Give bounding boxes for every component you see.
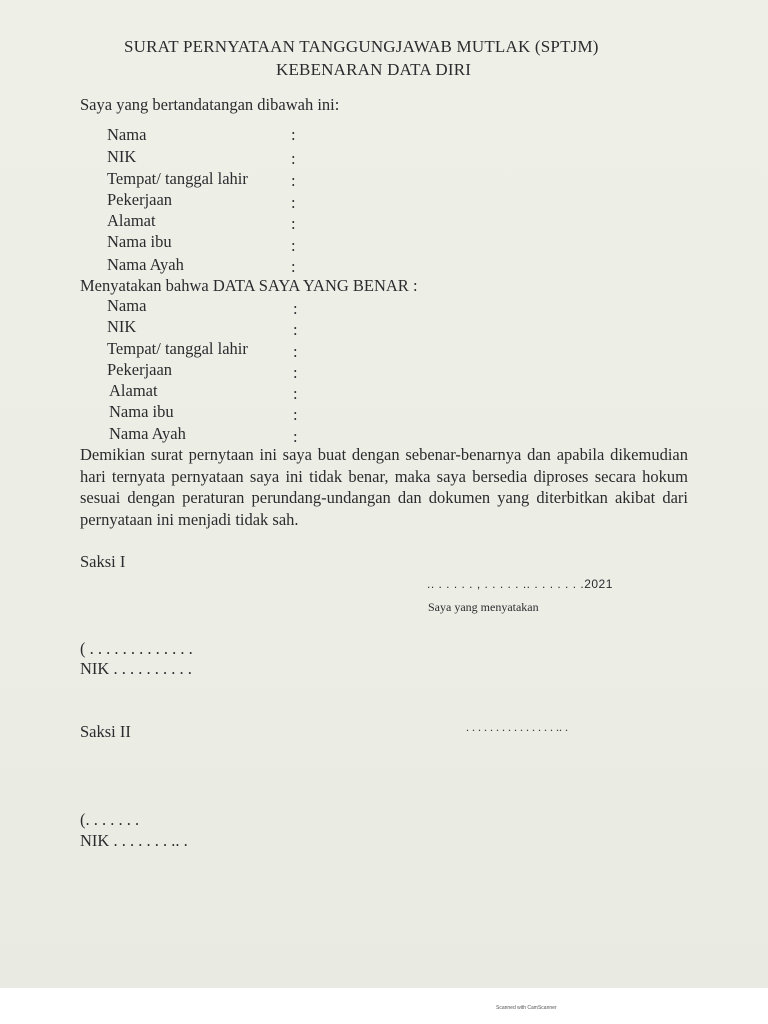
s1-field-label: NIK bbox=[107, 147, 137, 166]
saksi-2-nik-line: NIK . . . . . . . .. . bbox=[80, 831, 188, 850]
s1-field-colon: : bbox=[291, 214, 296, 233]
s2-field-colon: : bbox=[293, 299, 298, 318]
s1-field-colon: : bbox=[291, 125, 296, 144]
s1-field-label: Pekerjaan bbox=[107, 190, 173, 209]
intro-text: Saya yang bertandatangan dibawah ini: bbox=[80, 95, 340, 114]
saksi-1-label: Saksi I bbox=[80, 552, 126, 571]
date-line: .. . . . . . , . . . . . .. . . . . . . .2021 bbox=[427, 577, 613, 591]
saksi-1-nik-line: NIK . . . . . . . . . . bbox=[80, 659, 192, 678]
scanner-watermark: Scanned with CamScanner bbox=[496, 1005, 557, 1011]
s2-field-colon: : bbox=[293, 427, 298, 446]
title-line-2: KEBENARAN DATA DIRI bbox=[276, 60, 472, 79]
title-line-1: SURAT PERNYATAAN TANGGUNGJAWAB MUTLAK (SPTJM) bbox=[124, 37, 599, 56]
s2-field-label: Tempat/ tanggal lahir bbox=[107, 339, 248, 358]
s1-field-colon: : bbox=[291, 236, 296, 255]
s2-field-colon: : bbox=[293, 405, 298, 424]
s2-field-colon: : bbox=[293, 363, 298, 382]
closing-paragraph: Demikian surat pernytaan ini saya buat dengan sebenar-benarnya dan apabila dikemudian hari ternyata pernyataan saya ini tidak benar, maka saya bersedia diproses secara hokum sesuai dengan peraturan perundang-undangan dan dokumen yang diterbitkan akibat dari pernyataan ini menjadi tidak sah. bbox=[80, 445, 688, 529]
s1-field-colon: : bbox=[291, 193, 296, 212]
signer-caption: Saya yang menyatakan bbox=[428, 600, 539, 614]
s2-field-colon: : bbox=[293, 342, 298, 361]
saksi-2-name-line: (. . . . . . . bbox=[80, 810, 140, 829]
footer-strip bbox=[0, 988, 768, 1024]
s2-field-colon: : bbox=[293, 320, 298, 339]
s2-field-label: NIK bbox=[107, 317, 137, 336]
statement-text: Menyatakan bahwa DATA SAYA YANG BENAR : bbox=[80, 276, 418, 295]
s1-field-label: Nama ibu bbox=[107, 232, 172, 251]
saksi-1-name-line: ( . . . . . . . . . . . . . bbox=[80, 639, 193, 658]
s2-field-colon: : bbox=[293, 384, 298, 403]
s2-field-label: Nama bbox=[107, 296, 147, 315]
s2-field-label: Nama ibu bbox=[109, 402, 174, 421]
s1-field-colon: : bbox=[291, 149, 296, 168]
saksi-2-label: Saksi II bbox=[80, 722, 131, 741]
s1-field-colon: : bbox=[291, 257, 296, 276]
s1-field-label: Nama bbox=[107, 125, 147, 144]
s2-field-label: Nama Ayah bbox=[109, 424, 186, 443]
s1-field-label: Tempat/ tanggal lahir bbox=[107, 169, 248, 188]
s1-field-label: Nama Ayah bbox=[107, 255, 184, 274]
signer-signature-line: . . . . . . . . . . . . . . . .. . bbox=[466, 720, 568, 734]
s1-field-colon: : bbox=[291, 171, 296, 190]
s1-field-label: Alamat bbox=[107, 211, 156, 230]
s2-field-label: Alamat bbox=[109, 381, 158, 400]
s2-field-label: Pekerjaan bbox=[107, 360, 173, 379]
